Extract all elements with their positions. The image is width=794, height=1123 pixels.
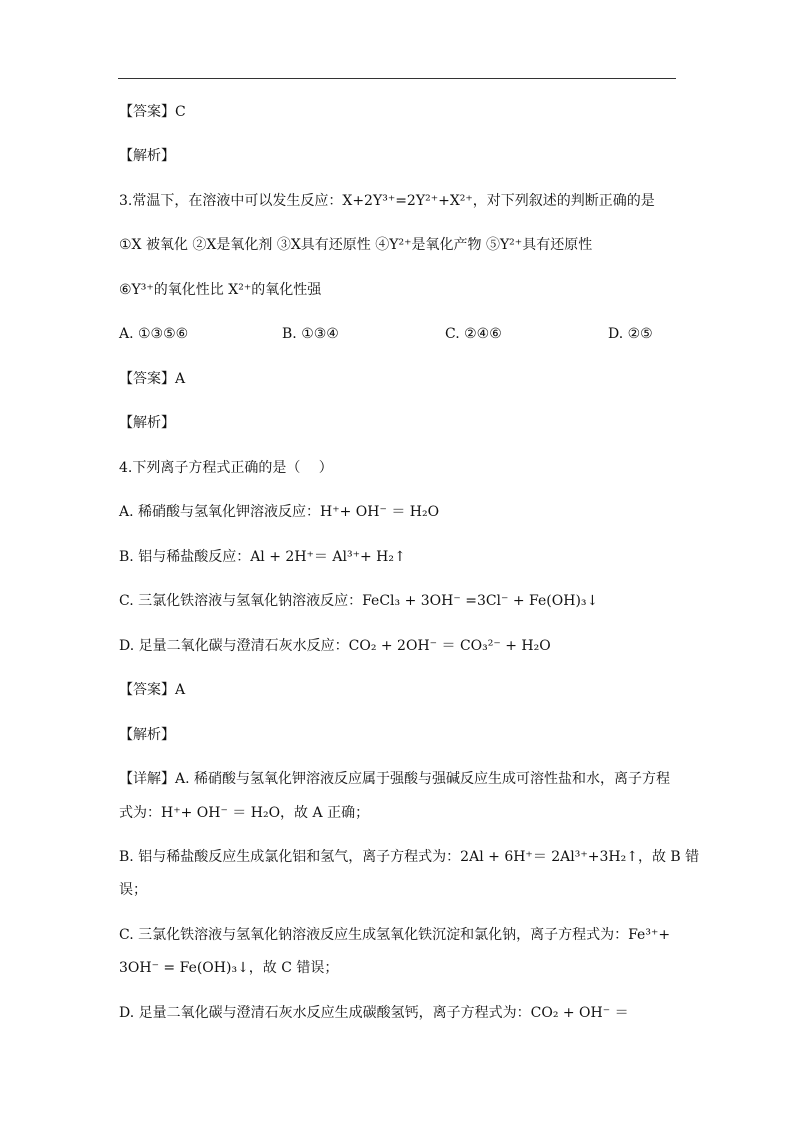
option-c: C. ②④⑥ bbox=[445, 326, 502, 342]
analysis-label-2: 【解析】 bbox=[119, 415, 175, 431]
detail-b-line-1: B. 铝与稀盐酸反应生成氯化铝和氢气，离子方程式为：2Al + 6H⁺＝ 2Al³⁺+3H₂↑，故 B 错 bbox=[119, 849, 700, 865]
analysis-label-1: 【解析】 bbox=[119, 148, 175, 164]
question-4-option-d: D. 足量二氧化碳与澄清石灰水反应：CO₂ + 2OH⁻ ＝ CO₃²⁻ + H₂O bbox=[119, 638, 551, 654]
answer-label-3: 【答案】A bbox=[119, 682, 186, 698]
question-3-statements: ①X 被氧化 ②X是氧化剂 ③X具有还原性 ④Y²⁺是氧化产物 ⑤Y²⁺具有还原性 bbox=[119, 237, 593, 253]
detail-c-line-2: 3OH⁻ = Fe(OH)₃↓，故 C 错误； bbox=[119, 960, 339, 976]
answer-label-2: 【答案】A bbox=[119, 371, 186, 387]
detail-b-line-2: 误； bbox=[119, 882, 147, 898]
option-a: A. ①③⑤⑥ bbox=[119, 326, 189, 342]
detail-d-line-1: D. 足量二氧化碳与澄清石灰水反应生成碳酸氢钙，离子方程式为：CO₂ + OH⁻ ＝ bbox=[119, 1005, 629, 1021]
analysis-label-3: 【解析】 bbox=[119, 727, 175, 743]
question-4-option-b: B. 铝与稀盐酸反应：Al + 2H⁺＝ Al³⁺+ H₂↑ bbox=[119, 549, 406, 565]
detail-c-line-1: C. 三氯化铁溶液与氢氧化钠溶液反应生成氢氧化铁沉淀和氯化钠，离子方程式为：Fe³⁺+ bbox=[119, 927, 671, 943]
question-4-stem: 4.下列离子方程式正确的是（ ） bbox=[119, 460, 333, 476]
option-b: B. ①③④ bbox=[282, 326, 339, 342]
question-3-statement-6: ⑥Y³⁺的氧化性比 X²⁺的氧化性强 bbox=[119, 282, 322, 298]
answer-label-1: 【答案】C bbox=[119, 104, 186, 120]
detail-a-line-2: 式为：H⁺+ OH⁻ ＝ H₂O，故 A 正确； bbox=[119, 805, 370, 821]
option-d: D. ②⑤ bbox=[608, 326, 653, 342]
detail-a-line-1: 【详解】A. 稀硝酸与氢氧化钾溶液反应属于强酸与强碱反应生成可溶性盐和水，离子方程 bbox=[119, 771, 671, 787]
question-4-option-a: A. 稀硝酸与氢氧化钾溶液反应：H⁺+ OH⁻ ＝ H₂O bbox=[119, 504, 440, 520]
header-rule bbox=[118, 78, 676, 79]
question-3-stem: 3.常温下，在溶液中可以发生反应：X+2Y³⁺=2Y²⁺+X²⁺，对下列叙述的判断正确的是 bbox=[119, 193, 655, 209]
question-4-option-c: C. 三氯化铁溶液与氢氧化钠溶液反应：FeCl₃ + 3OH⁻ =3Cl⁻ + Fe(OH)₃↓ bbox=[119, 593, 599, 609]
